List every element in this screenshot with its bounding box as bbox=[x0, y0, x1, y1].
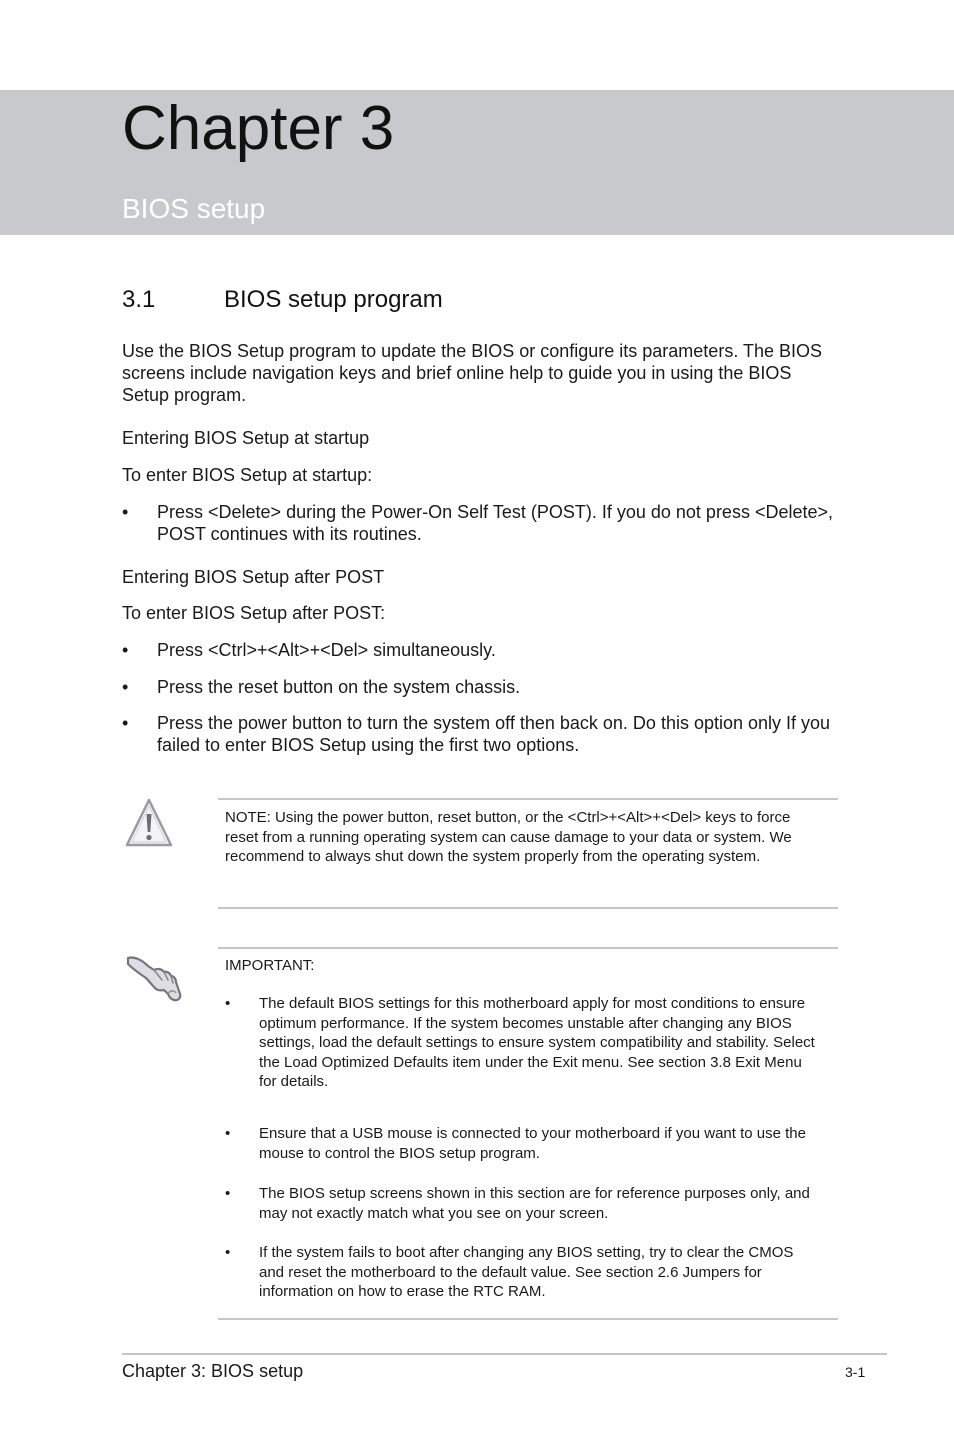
list-item bbox=[225, 1184, 820, 1223]
warning-triangle-icon bbox=[124, 797, 174, 849]
list-item-text: Press the power button to turn the system off then back on. Do this option only If you failed to enter BIOS Setup using the first two options. bbox=[157, 713, 831, 755]
list-item-text: If the system fails to boot after changing any BIOS setting, try to clear the CMOS and reset the motherboard to the default value. See section 2.6 Jumpers for information on how to erase the RTC RAM. bbox=[259, 1244, 794, 1300]
list-item-text: Press the reset button on the system chassis. bbox=[157, 677, 521, 697]
bullet-glyph: • bbox=[225, 995, 231, 1012]
list-item-text: Ensure that a USB mouse is connected to your motherboard if you want to use the mouse to control the BIOS setup program. bbox=[259, 1125, 806, 1162]
startup-heading: Entering BIOS Setup at startup bbox=[122, 428, 370, 448]
list-item-text: The default BIOS settings for this motherboard apply for most conditions to ensure optimum performance. If the system becomes unstable after changing any BIOS settings, load the default settings to ensure system compatibility and stability. Select the Load Optimized Defaults item under the Exit menu. See section 3.8 Exit Menu for details. bbox=[259, 995, 815, 1090]
list-item bbox=[225, 994, 820, 1092]
bullet-glyph: • bbox=[225, 1185, 231, 1202]
footer-chapter-label: Chapter 3: BIOS setup bbox=[122, 1361, 304, 1381]
list-item bbox=[122, 639, 837, 661]
bullet-glyph: • bbox=[122, 640, 129, 660]
important-bottom-rule bbox=[218, 1318, 838, 1320]
list-item bbox=[122, 712, 837, 756]
bullet-glyph: • bbox=[122, 502, 129, 522]
list-item bbox=[225, 1243, 820, 1302]
bullet-glyph: • bbox=[225, 1125, 231, 1142]
bullet-glyph: • bbox=[122, 677, 129, 697]
list-item bbox=[225, 1124, 820, 1163]
list-item-text: Press <Delete> during the Power-On Self Test (POST). If you do not press <Delete>, POST continues with its routines. bbox=[157, 502, 834, 544]
section-title: BIOS setup program bbox=[224, 286, 443, 313]
post-heading: Entering BIOS Setup after POST bbox=[122, 567, 385, 587]
page-number: 3-1 bbox=[845, 1364, 866, 1380]
note-top-rule bbox=[218, 798, 838, 800]
footer-rule bbox=[122, 1353, 887, 1355]
section-heading bbox=[122, 285, 443, 315]
section-number: 3.1 bbox=[122, 286, 156, 313]
bullet-glyph: • bbox=[122, 713, 129, 733]
note-bottom-rule bbox=[218, 907, 838, 909]
bullet-glyph: • bbox=[225, 1244, 231, 1261]
startup-lead: To enter BIOS Setup at startup: bbox=[122, 465, 373, 485]
important-label: IMPORTANT: bbox=[225, 957, 315, 974]
note-text: NOTE: Using the power button, reset button, or the <Ctrl>+<Alt>+<Del> keys to force reset from a running operating system can cause damage to your data or system. We recommend to always shut down the system properly from the operating system. bbox=[225, 809, 792, 865]
post-lead: To enter BIOS Setup after POST: bbox=[122, 603, 386, 623]
list-item bbox=[122, 501, 837, 545]
list-item-text: The BIOS setup screens shown in this section are for reference purposes only, and may not exactly match what you see on your screen. bbox=[259, 1185, 810, 1222]
intro-paragraph: Use the BIOS Setup program to update the BIOS or configure its parameters. The BIOS screens include navigation keys and brief online help to guide you in using the BIOS Setup program. bbox=[122, 341, 823, 405]
chapter-title: Chapter 3 bbox=[122, 94, 395, 163]
important-top-rule bbox=[218, 947, 838, 949]
list-item-text: Press <Ctrl>+<Alt>+<Del> simultaneously. bbox=[157, 640, 496, 660]
pointing-hand-icon bbox=[124, 950, 184, 1004]
chapter-subtitle: BIOS setup bbox=[122, 193, 266, 224]
list-item bbox=[122, 676, 837, 698]
